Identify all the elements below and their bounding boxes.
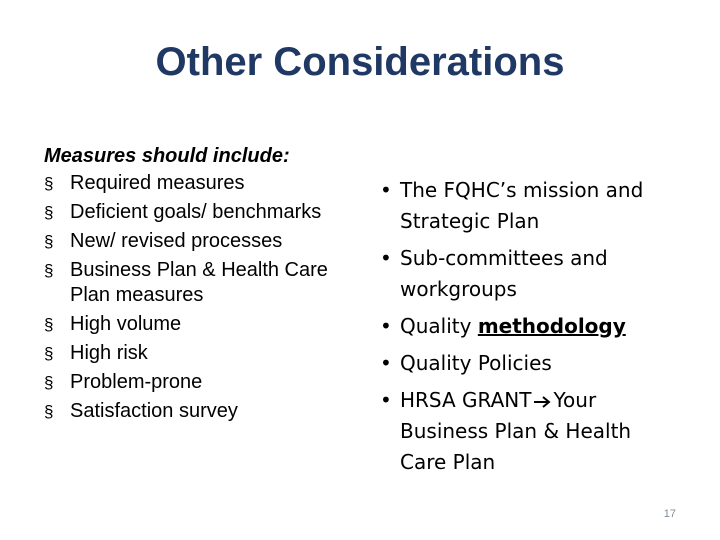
dot-bullet-icon: •: [380, 351, 392, 375]
section-bullet-icon: §: [44, 373, 54, 392]
list-item: § Business Plan & Health Care Plan measures: [44, 259, 328, 306]
considerations-list: [380, 175, 680, 478]
list-item: § Deficient goals/ benchmarks: [44, 201, 322, 223]
dot-bullet-icon: •: [380, 314, 392, 338]
list-item: • HRSA GRANT Your Business Plan & Health Care Plan: [380, 385, 680, 478]
section-bullet-icon: §: [44, 203, 54, 222]
section-bullet-icon: §: [44, 344, 54, 363]
list-item: § Satisfaction survey: [44, 400, 238, 422]
slide-title: Other Considerations: [155, 40, 565, 84]
section-bullet-icon: §: [44, 174, 54, 193]
considerations-panel: [380, 175, 680, 484]
section-bullet-icon: §: [44, 315, 54, 334]
dot-bullet-icon: •: [380, 178, 392, 202]
list-item: § New/ revised processes: [44, 230, 283, 252]
list-item: • Quality methodology: [380, 311, 680, 342]
page-number: 17: [663, 508, 676, 520]
methodology-emphasis: methodology: [477, 314, 626, 338]
list-item: § Problem-prone: [44, 371, 203, 393]
section-bullet-icon: §: [44, 402, 54, 421]
measures-heading: Measures should include:: [44, 145, 290, 167]
measures-list-panel: [44, 142, 364, 428]
right-arrow-icon: [533, 395, 551, 409]
section-bullet-icon: §: [44, 232, 54, 251]
list-item: § Required measures: [44, 172, 245, 194]
list-item: § High volume: [44, 313, 182, 335]
dot-bullet-icon: •: [380, 388, 392, 412]
list-item: • The FQHC’s mission and Strategic Plan: [380, 175, 680, 237]
list-item: • Quality Policies: [380, 348, 680, 379]
dot-bullet-icon: •: [380, 246, 392, 270]
list-item: • Sub-committees and workgroups: [380, 243, 680, 305]
section-bullet-icon: §: [44, 261, 54, 280]
list-item: § High risk: [44, 342, 148, 364]
measures-list: [44, 171, 364, 424]
